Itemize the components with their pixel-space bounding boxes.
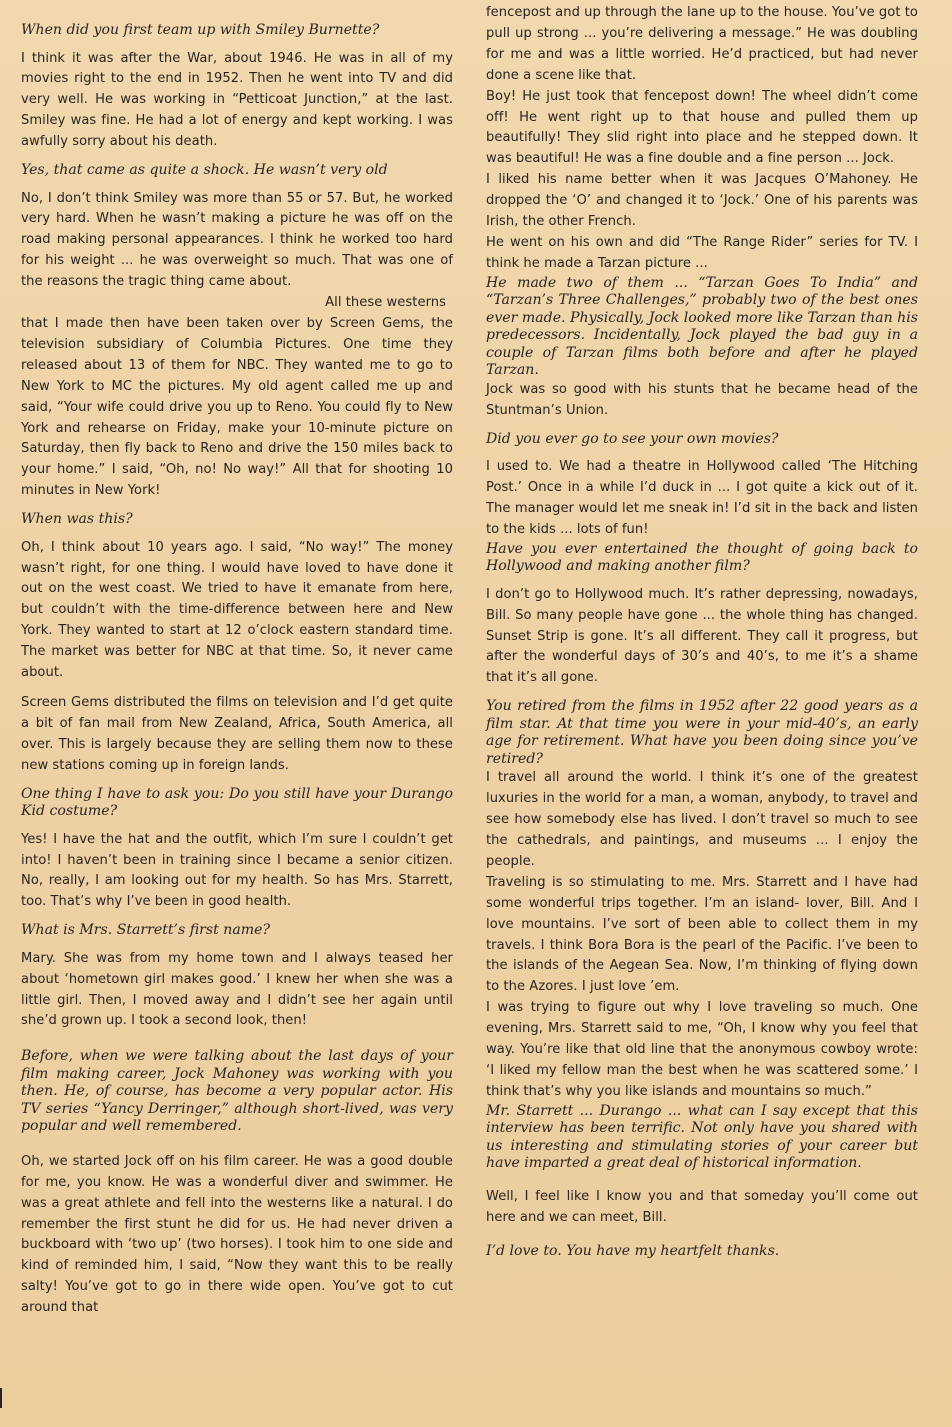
answer: He went on his own and did “The Range Rider” series for TV. I think he made a Tarzan picture ... xyxy=(486,234,918,271)
answer: Screen Gems distributed the films on television and I’d get quite a bit of fan mail from New Zealand, Africa, South America, all over. This is largely because they are selling them now to these new stations coming up in foreign lands. xyxy=(21,694,453,773)
question: You retired from the films in 1952 after 22 good years as a film star. At that time you were in your mid-40’s, an early age for retirement. What have you been doing since you’ve retired? xyxy=(486,698,918,767)
answer: Mary. She was from my home town and I always teased her about ‘hometown girl makes good.’ I knew her when she was a little girl. Then, I moved away and I didn’t see her again until she’d grown up. I took a second look, then! xyxy=(21,950,453,1029)
left-column xyxy=(21,22,453,1328)
answer: Boy! He just took that fencepost down! The wheel didn’t come off! He went right up to that house and pulled them up beautifully! They slid right into place and he stepped down. It was beautiful! He was a fine double and a fine person ... Jock. xyxy=(486,88,918,167)
answer: Jock was so good with his stunts that he became head of the Stuntman’s Union. xyxy=(486,381,918,418)
question: Before, when we were talking about the last days of your film making career, Jock Mahoney was working with you then. He, of course, has become a very popular actor. His TV series “Yancy Derringer,” although short-lived, was very popular and well remembered. xyxy=(21,1048,453,1135)
answer: I was trying to figure out why I love traveling so much. One evening, Mrs. Starrett said to me, “Oh, I know why you feel that way. You’re like that old line that the anonymous cowboy wrote: ‘I liked my fellow man the best when he was scattered some.’ I think that’s why you like islands and mountains so much.” xyxy=(486,1000,918,1099)
answer: Oh, we started Jock off on his film career. He was a good double for me, you know. He was a wonderful diver and swimmer. He was a great athlete and fell into the westerns like a natural. I do remember the first stunt he did for us. He had never driven a buckboard with ‘two up’ (two horses). I took him to one side and kind of reminded him, I said, “Now they want this to be really salty! You’ve got to go in there wide open. You’ve got to cut around that xyxy=(21,1153,453,1316)
question: Did you ever go to see your own movies? xyxy=(486,430,779,447)
answer: Yes! I have the hat and the outfit, which I’m sure I couldn’t get into! I haven’t been in training since I became a senior citizen. No, really, I am looking out for my health. So has Mrs. Starrett, too. That’s why I’ve been in good health. xyxy=(21,831,453,910)
answer: No, I don’t think Smiley was more than 55 or 57. But, he worked very hard. When he wasn’t making a picture he was off on the road making personal appearances. I think he worked too hard for his weight ... he was overweight so much. That was one of the reasons the tragic thing came about. xyxy=(21,190,453,290)
answer: Well, I feel like I know you and that someday you’ll come out here and we can meet, Bill. xyxy=(486,1188,918,1225)
answer: that I made then have been taken over by Screen Gems, the television subsidiary of Columbia Pictures. One time they released about 13 of them for NBC. They wanted me to go to New York to MC the pictures. My old agent called me up and said, “Your wife could drive you up to Reno. You could fly to New York and rehearse on Friday, make your 10-minute picture on Saturday, then fly back to Reno and drive the 150 miles back to your home.” I said, “Oh, no! No way!” All that for shooting 10 minutes in New York! xyxy=(21,315,453,499)
answer-fragment: All these westerns xyxy=(325,295,446,311)
question: Have you ever entertained the thought of going back to Hollywood and making another film? xyxy=(486,540,918,575)
answer: I liked his name better when it was Jacques O’Mahoney. He dropped the ‘O’ and changed it to ‘Jock.’ One of his parents was Irish, the other French. xyxy=(486,172,918,230)
question: Mr. Starrett ... Durango ... what can I say except that this interview has been terrific. Not only have you shared with us interesting and stimulating stories of your career but have imparted a great deal of historical information. xyxy=(486,1102,918,1172)
right-column xyxy=(486,5,918,1269)
question: I’d love to. You have my heartfelt thanks. xyxy=(486,1242,780,1259)
question: When was this? xyxy=(21,511,133,528)
answer: I travel all around the world. I think it’s one of the greatest luxuries in the world for a man, a woman, anybody, to travel and see how somebody else has lived. I don’t travel so much to see the cathedrals, and paintings, and museums ... I enjoy the people. xyxy=(486,770,918,869)
answer: Traveling is so stimulating to me. Mrs. Starrett and I have had some wonderful trips together. I’m an island- lover, Bill. And I love mountains. I’ve sort of been able to collect them in my travels. I think Bora Bora is the pearl of the Pacific. I’ve been to the islands of the Aegean Sea. Now, I’m thinking of flying down to the Azores. I just love ’em. xyxy=(486,874,918,995)
answer: Oh, I think about 10 years ago. I said, “No way!” The money wasn’t right, for one thing. I would have loved to have done it out on the west coast. We tried to have it emanate from here, but couldn’t with the time-difference between here and New York. They wanted to start at 12 o’clock eastern standard time. The market was better for NBC at that time. So, it never came about. xyxy=(21,539,453,681)
answer: I used to. We had a theatre in Hollywood called ‘The Hitching Post.’ Once in a while I’d duck in ... I got quite a kick out of it. The manager would let me sneak in! I’d sit in the back and listen to the kids ... lots of fun! xyxy=(486,459,918,537)
answer: I don’t go to Hollywood much. It’s rather depressing, nowadays, Bill. So many people have gone ... the whole thing has changed. Sunset Strip is gone. It’s all different. They call it progress, but after the wonderful days of 30’s and 40’s, to me it’s a shame that it’s all gone. xyxy=(486,586,918,686)
answer: fencepost and up through the lane up to the house. You’ve got to pull up strong ... you’re delivering a message.” He was doubling for me and was a little worried. He’d practiced, but had never done a scene like that. xyxy=(486,5,918,83)
page-edge-mark xyxy=(0,1388,2,1408)
question: He made two of them ... “Tarzan Goes To India” and “Tarzan’s Three Challenges,” probably two of the best ones ever made. Physically, Jock looked more like Tarzan than his predecessors. Incidentally, Jock played the bad guy in a couple of Tarzan films both before and after he played Tarzan. xyxy=(486,274,918,379)
question: What is Mrs. Starrett’s first name? xyxy=(21,922,271,939)
question: Yes, that came as quite a shock. He wasn’t very old xyxy=(21,162,388,179)
question: When did you first team up with Smiley Burnette? xyxy=(21,22,380,38)
question: One thing I have to ask you: Do you still have your Durango Kid costume? xyxy=(21,785,453,820)
answer: I think it was after the War, about 1946. He was in all of my movies right to the end in 1952. Then he went into TV and did very well. He was working in “Petticoat Junction,” at the last. Smiley was fine. He had a lot of energy and kept working. I was awfully sorry about his death. xyxy=(21,50,453,150)
